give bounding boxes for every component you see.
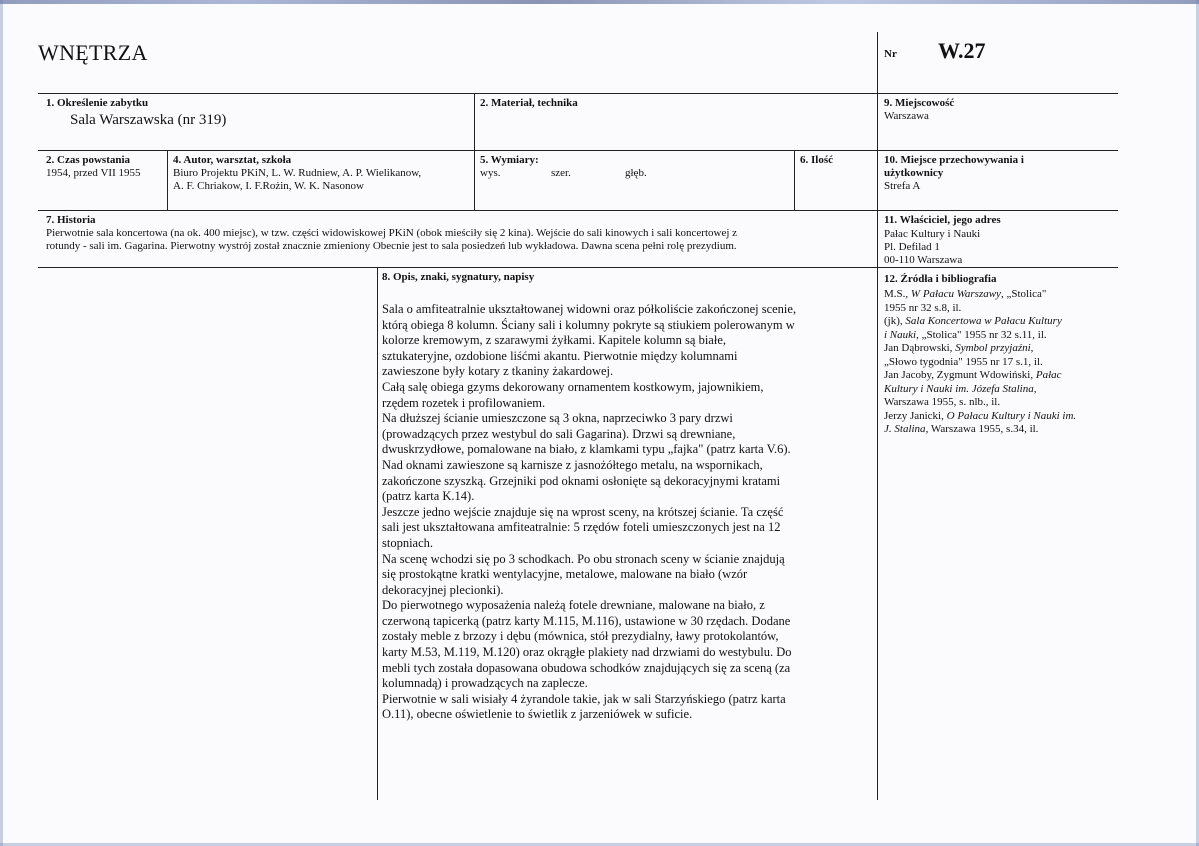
- field-7-label: 7. Historia: [46, 214, 96, 226]
- divider-row-4: [38, 267, 1118, 268]
- bibliography-line: i Nauki, „Stolica" 1955 nr 32 s.11, il.: [884, 328, 1047, 341]
- description-line: Całą salę obiega gzyms dekorowany ornamentem kostkowym, jajownikiem,: [382, 379, 764, 394]
- scan-edge-left: [0, 0, 3, 846]
- divider-right-column: [877, 32, 878, 800]
- description-line: mebli tych została dopasowana obudowa schodków znajdujących się za sceną (za: [382, 660, 791, 675]
- description-line: stopniach.: [382, 535, 434, 550]
- divider-f5-f6: [794, 150, 795, 210]
- field-5-glab: głęb.: [625, 167, 647, 179]
- description-line: Na scenę wchodzi się po 3 schodkach. Po obu stronach sceny w ścianie znajdują: [382, 551, 785, 566]
- field-8-label: 8. Opis, znaki, sygnatury, napisy: [382, 271, 535, 283]
- field-8-description: [382, 302, 867, 723]
- field-5-wys: wys.: [480, 167, 501, 179]
- bibliography-line: J. Stalina, Warszawa 1955, s.34, il.: [884, 423, 1039, 435]
- description-line: kolorze kremowym, z szarawymi żyłkami. Kapitele kolumn są białe,: [382, 333, 726, 348]
- description-line: dekoracyjnej plecionki).: [382, 582, 504, 597]
- description-line: Na dłuższej ścianie umieszczone są 3 okna, naprzeciwko 3 pary drzwi: [382, 411, 733, 426]
- field-10-label-2: użytkownicy: [884, 167, 944, 179]
- bibliography-line: Jan Jacoby, Zygmunt Wdowiński, Pałac: [884, 369, 1062, 381]
- description-line: dwuskrzydłowe, pomalowane na biało, z klamkami typu „fajka" (patrz karta V.6).: [382, 442, 791, 457]
- field-9-label: 9. Miejscowość: [884, 97, 955, 109]
- field-4-label: 4. Autor, warsztat, szkoła: [173, 154, 292, 166]
- field-1-value: Sala Warszawska (nr 319): [70, 112, 227, 128]
- field-5-label: 5. Wymiary:: [480, 154, 539, 166]
- field-2-label: 2. Materiał, technika: [480, 97, 578, 109]
- divider-row-1: [38, 93, 1118, 94]
- bibliography-line: „Słowo tygodnia" 1955 nr 17 s.1, il.: [884, 355, 1043, 368]
- description-line: Nad oknami zawieszone są karnisze z jasnożółtego metalu, na wspornikach,: [382, 457, 763, 472]
- nr-label: Nr: [884, 48, 897, 60]
- description-line: karty M.53, M.119, M.120) oraz okrągłe plakiety nad drzwiami do westybulu. Do: [382, 645, 792, 660]
- bibliography-line: 1955 nr 32 s.8, il.: [884, 301, 962, 314]
- field-czas-label: 2. Czas powstania: [46, 154, 131, 166]
- field-4-line-1: Biuro Projektu PKiN, L. W. Rudniew, A. P. Wielikanow,: [173, 167, 422, 179]
- field-12-label: 12. Źródła i bibliografia: [884, 273, 997, 285]
- description-line: czerwoną tapicerką (patrz karty M.115, M.116), ustawione w 30 rzędach. Dodane: [382, 613, 791, 628]
- description-line: zostały meble z brzozy i dębu (mównica, stół prezydialny, ławy protokolantów,: [382, 629, 779, 644]
- divider-f8-left: [377, 267, 378, 800]
- bibliography-line: Warszawa 1955, s. nlb., il.: [884, 396, 1001, 408]
- field-10-value: Strefa A: [884, 180, 921, 192]
- description-line: zawieszone były kotary z tkaniny żakardowej.: [382, 364, 614, 379]
- description-line: zakończone szyszką. Grzejniki pod oknami osłonięte są dekoracyjnymi kratami: [382, 473, 781, 488]
- description-line: sztukateryjne, ozdobione liśćmi akantu. Pierwotnie między kolumnami: [382, 348, 738, 363]
- description-line: kolumnadą) i prowadzących na zaplecze.: [382, 676, 588, 691]
- history-line: rotundy - sali im. Gagarina. Pierwotny wystrój został znacznie zmieniony Obecnie jest to sala posiedzeń lub wykładowa. Dawna scena pełni rolę prezydium.: [46, 239, 737, 252]
- description-line: Sala o amfiteatralnie ukształtowanej widowni oraz półkoliście zakończonej scenie,: [382, 302, 797, 316]
- divider-f1-f2: [474, 93, 475, 210]
- field-9-value: Warszawa: [884, 110, 929, 122]
- history-line: Pierwotnie sala koncertowa (na ok. 400 miejsc), w tzw. części widowiskowej PKiN (obok mieściły się 2 kina). Wejście do sali kinowych i sali koncertowej z: [46, 227, 738, 239]
- owner-line: Pałac Kultury i Nauki: [884, 228, 981, 240]
- divider-row-2: [38, 150, 1118, 151]
- owner-line: 00-110 Warszawa: [884, 254, 963, 266]
- description-line: Jeszcze jedno wejście znajduje się na wprost sceny, na krótszej ścianie. Ta część: [382, 504, 784, 519]
- bibliography-line: Kultury i Nauki im. Józefa Stalina,: [884, 382, 1037, 395]
- description-line: O.11), obecne oświetlenie to świetlik z jarzeniówek w suficie.: [382, 707, 693, 722]
- description-line: (prowadzących przez westybul do sali Gagarina). Drzwi są drewniane,: [382, 426, 736, 441]
- divider-row-3: [38, 210, 1118, 211]
- description-line: sali jest ukształtowana amfiteatralnie: 5 rzędów foteli umieszczonych jest na 12: [382, 520, 781, 535]
- owner-line: Pl. Defilad 1: [884, 241, 940, 253]
- scan-edge-top: [0, 0, 1199, 4]
- field-5-szer: szer.: [551, 167, 571, 179]
- field-7-text: [46, 227, 866, 252]
- description-line: się prostokątne kratki wentylacyjne, metalowe, malowane na biało (wzór: [382, 567, 748, 582]
- description-line: Pierwotnie w sali wisiały 4 żyrandole takie, jak w sali Starzyńskiego (patrz karta: [382, 691, 786, 706]
- description-line: Do pierwotnego wyposażenia należą fotele drewniane, malowane na biało, z: [382, 598, 765, 613]
- bibliography-line: M.S., W Pałacu Warszawy, „Stolica": [884, 288, 1047, 300]
- field-11-label: 11. Właściciel, jego adres: [884, 214, 1001, 226]
- description-line: którą obiega 8 kolumn. Ściany sali i kolumny pokryte są stiukiem polerowanym w: [382, 317, 795, 332]
- bibliography-line: Jerzy Janicki, O Pałacu Kultury i Nauki im.: [884, 409, 1077, 422]
- bibliography-line: (jk), Sala Koncertowa w Pałacu Kultury: [884, 315, 1062, 327]
- field-4-line-2: A. F. Chriakow, I. F.Rożin, W. K. Nasonow: [173, 180, 364, 192]
- field-12-bibliography: [884, 288, 1189, 437]
- page-title: WNĘTRZA: [38, 40, 148, 65]
- field-6-label: 6. Ilość: [800, 154, 833, 166]
- field-czas-value: 1954, przed VII 1955: [46, 167, 141, 179]
- description-line: (patrz karta K.14).: [382, 489, 475, 504]
- divider-f2b-f4: [167, 150, 168, 210]
- bibliography-line: Jan Dąbrowski, Symbol przyjaźni,: [884, 342, 1034, 354]
- field-1-label: 1. Określenie zabytku: [46, 97, 149, 109]
- description-line: rzędem rozetek i profilowaniem.: [382, 395, 546, 410]
- field-10-label-1: 10. Miejsce przechowywania i: [884, 154, 1024, 166]
- nr-value: W.27: [938, 38, 986, 63]
